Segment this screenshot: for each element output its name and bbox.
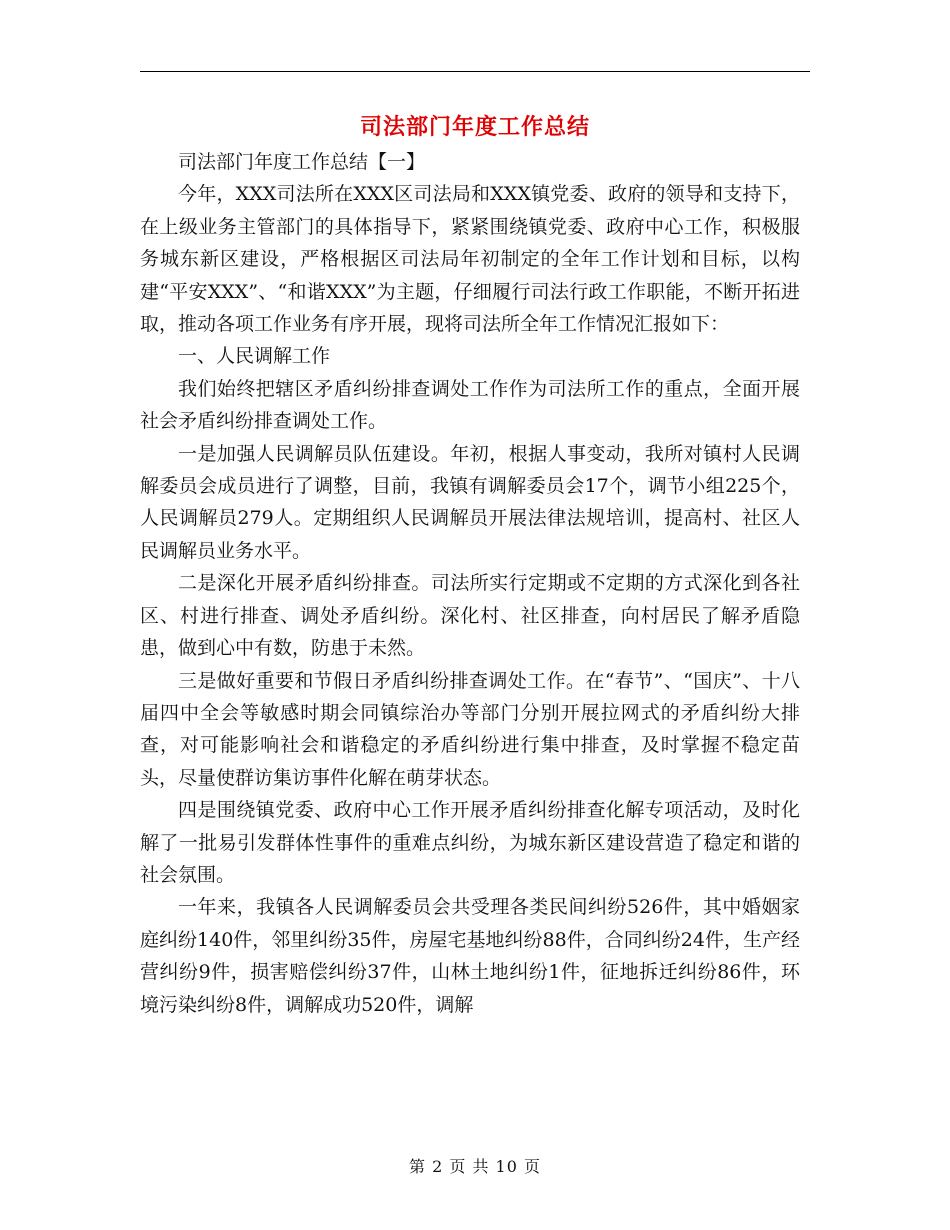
paragraph: 三是做好重要和节假日矛盾纠纷排查调处工作。在“春节”、“国庆”、十八届四中全会等敏感时期会同镇综治办等部门分别开展拉网式的矛盾纠纷大排查，对可能影响社会和谐稳定的矛盾纠纷进行集中排查，及时掌握不稳定苗头，尽量使群访集访事件化解在萌芽状态。 — [140, 669, 800, 789]
paragraph: 我们始终把辖区矛盾纠纷排查调处工作作为司法所工作的重点，全面开展社会矛盾纠纷排查调处工作。 — [140, 377, 800, 433]
paragraph-intro: 今年，XXX司法所在XXX区司法局和XXX镇党委、政府的领导和支持下，在上级业务主管部门的具体指导下，紧紧围绕镇党委、政府中心工作，积极服务城东新区建设，严格根据区司法局年初制定的全年工作计划和目标，以构建“平安XXX”、“和谐XXX”为主题，仔细履行司法行政工作职能，不断开拓进取，推动各项工作业务有序开展，现将司法所全年工作情况汇报如下： — [140, 183, 800, 336]
document-body — [140, 146, 800, 1021]
page-number: 第 2 页 共 10 页 — [409, 1157, 541, 1176]
paragraph-subtitle: 司法部门年度工作总结【一】 — [178, 151, 426, 173]
paragraph: 一年来，我镇各人民调解委员会共受理各类民间纠纷526件，其中婚姻家庭纠纷140件，邻里纠纷35件，房屋宅基地纠纷88件，合同纠纷24件，生产经营纠纷9件，损害赔偿纠纷37件，山林土地纠纷1件，征地拆迁纠纷86件，环境污染纠纷8件，调解成功520件，调解 — [140, 896, 800, 1016]
section-heading: 一、人民调解工作 — [178, 345, 331, 368]
paragraph: 二是深化开展矛盾纠纷排查。司法所实行定期或不定期的方式深化到各社区、村进行排查、调处矛盾纠纷。深化村、社区排查，向村居民了解矛盾隐患，做到心中有数，防患于未然。 — [140, 572, 800, 660]
header-rule — [140, 71, 810, 72]
document-title: 司法部门年度工作总结 — [359, 115, 590, 140]
paragraph: 一是加强人民调解员队伍建设。年初，根据人事变动，我所对镇村人民调解委员会成员进行了调整，目前，我镇有调解委员会17个，调节小组225个，人民调解员279人。定期组织人民调解员开展法律法规培训，提高村、社区人民调解员业务水平。 — [140, 442, 800, 562]
paragraph: 四是围绕镇党委、政府中心工作开展矛盾纠纷排查化解专项活动，及时化解了一批易引发群体性事件的重难点纠纷，为城东新区建设营造了稳定和谐的社会氛围。 — [140, 799, 800, 886]
